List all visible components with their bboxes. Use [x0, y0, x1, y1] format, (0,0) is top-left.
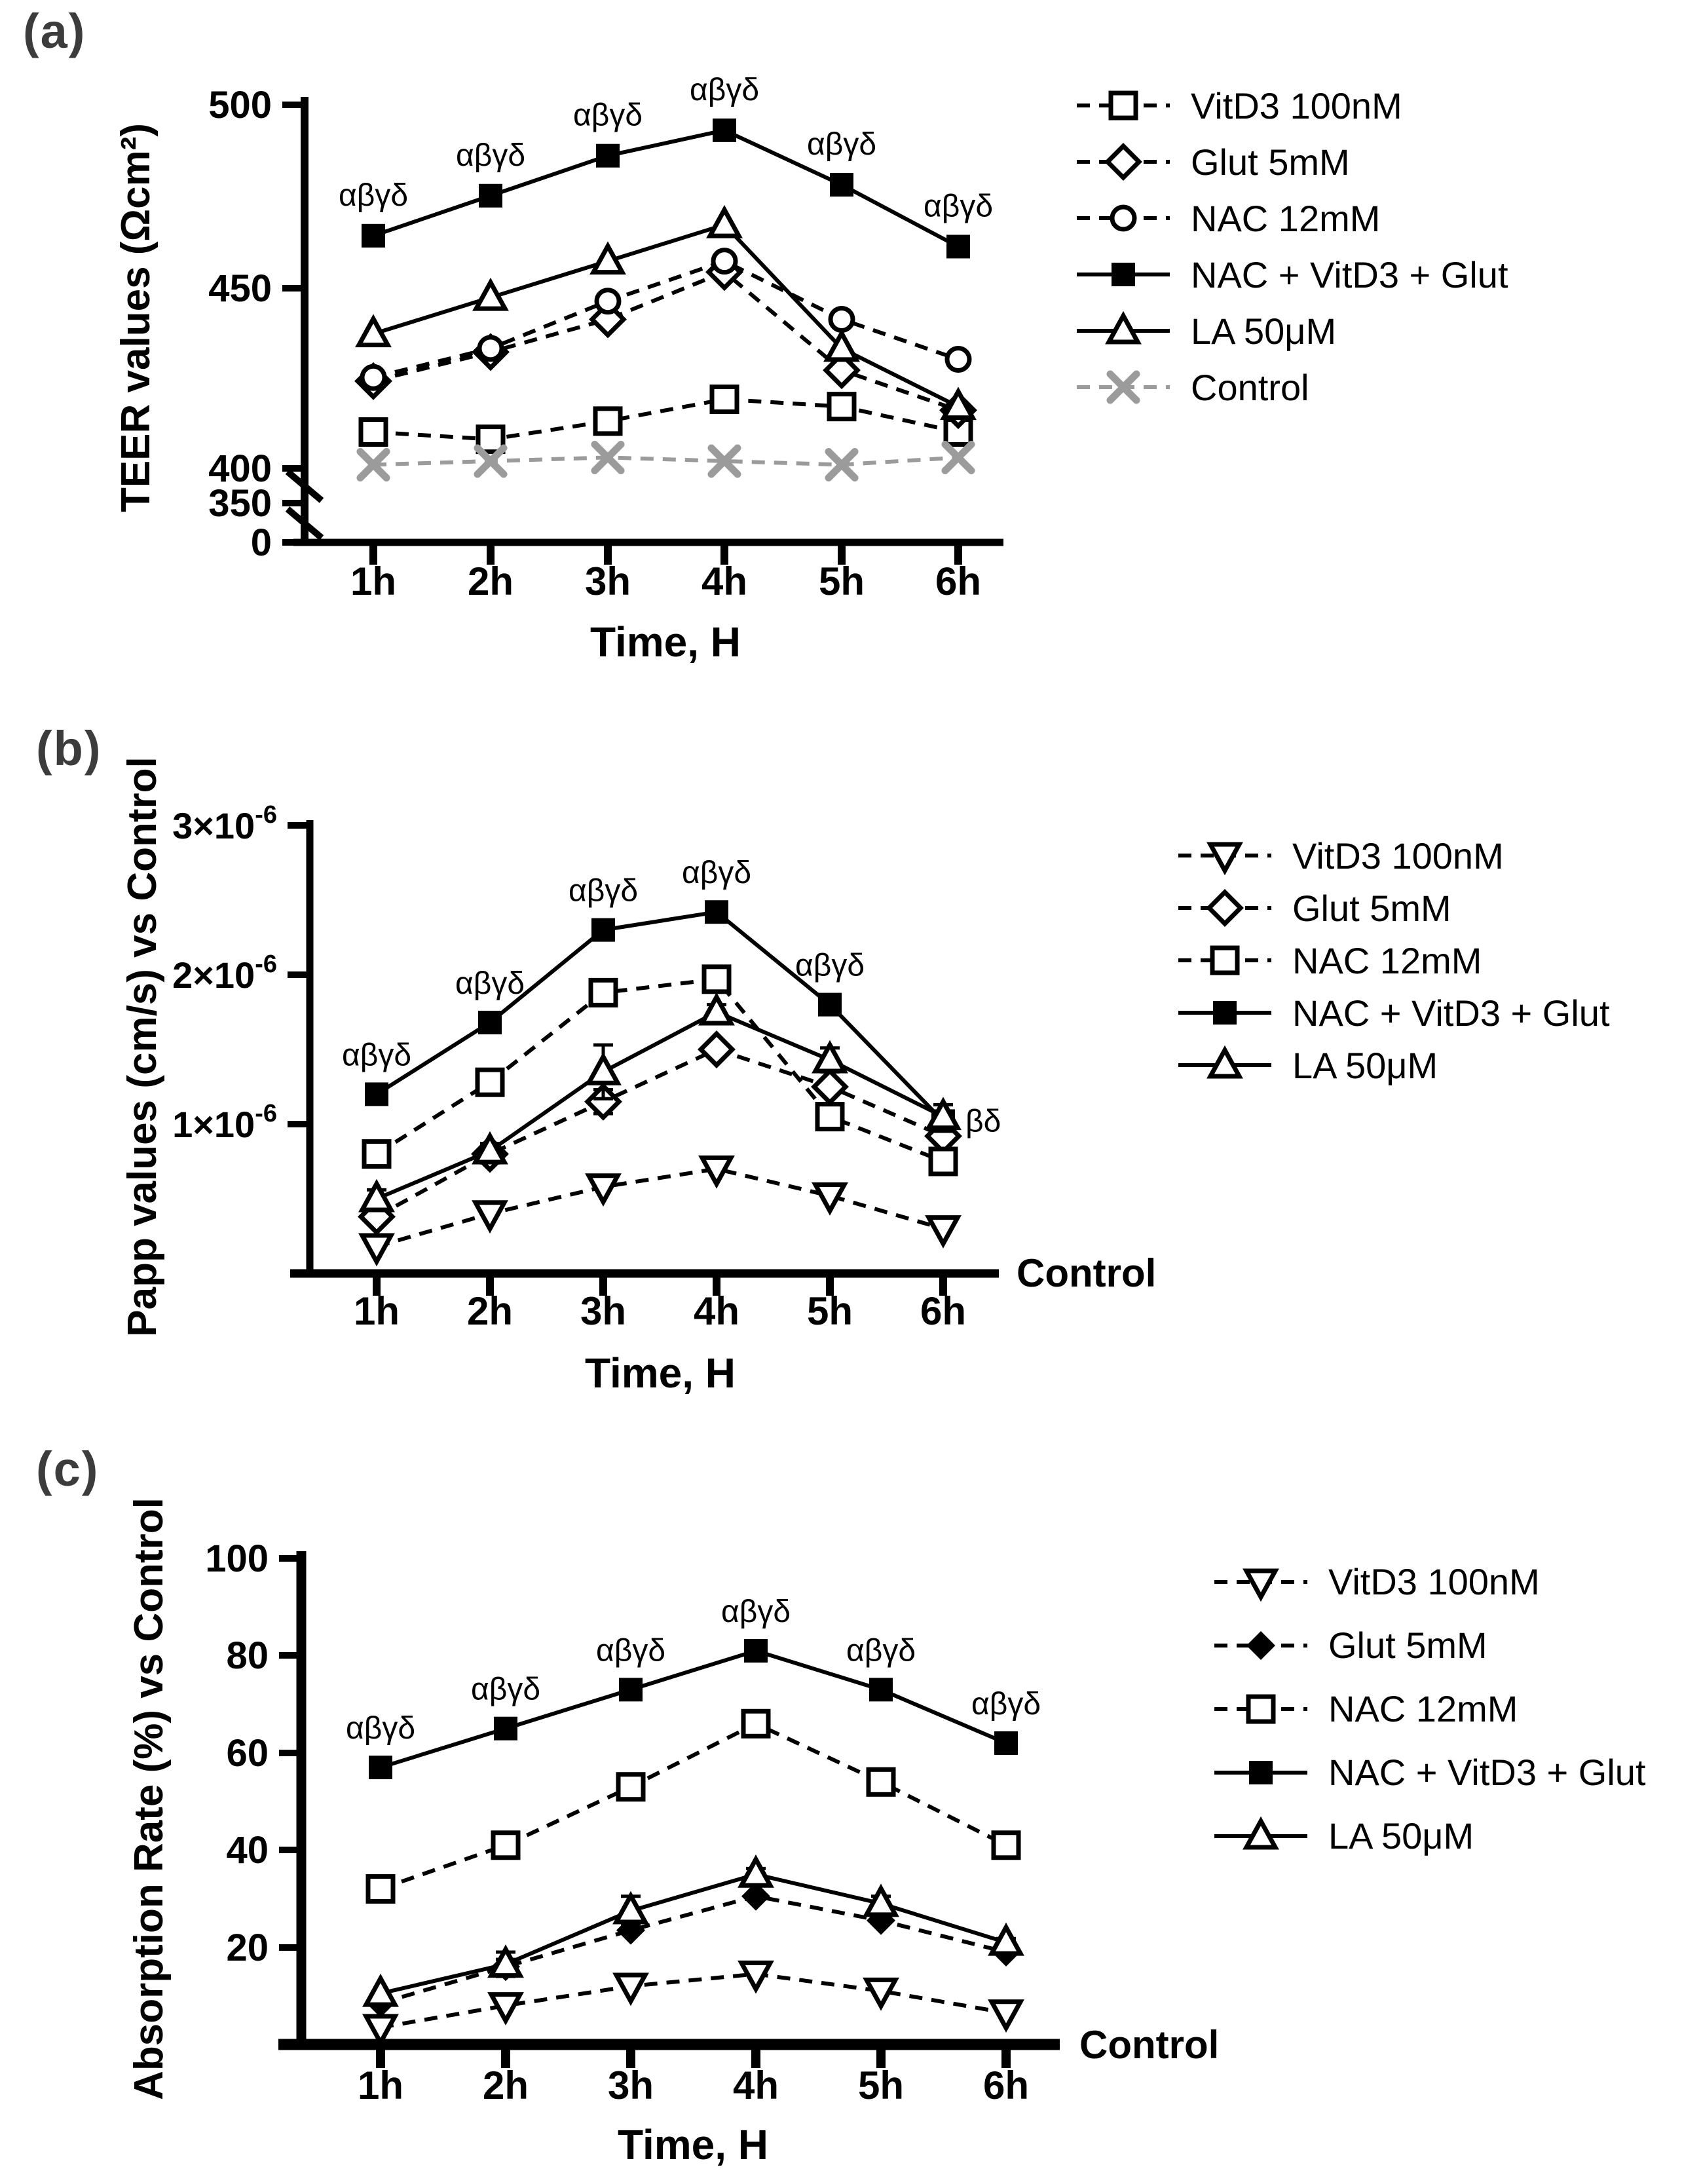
y-tick-label: 0 [250, 521, 272, 564]
legend-label: NAC 12mM [1328, 1688, 1518, 1729]
legend-label: VitD3 100nM [1191, 85, 1402, 126]
y-tick-label: $3\times 10^{-6}$ [172, 801, 277, 846]
triangle-up-open-legend-icon [1176, 1042, 1274, 1089]
legend-item-LA 50μM [1176, 1039, 1610, 1091]
legend-label: NAC + VitD3 + Glut [1292, 992, 1610, 1034]
legend-item-NAC + VitD3 + Glut [1212, 1741, 1646, 1804]
legend-label: Glut 5mM [1328, 1625, 1487, 1666]
series-line [377, 979, 943, 1161]
series-line [373, 400, 958, 440]
series-Glut 5mM [358, 256, 974, 426]
y-axis-title: Papp values (cm/s) vs Control [120, 757, 165, 1337]
legend-label: VitD3 100nM [1328, 1561, 1540, 1602]
x-tick-label: 5h [818, 559, 865, 603]
legend-item-Control [1074, 359, 1508, 415]
x-tick-label: 6h [935, 559, 982, 603]
x-tick-label: 2h [482, 2063, 529, 2107]
absorption-chart [0, 1435, 1297, 2184]
x-legend-icon [1074, 364, 1172, 411]
x-axis-title: Time, H [618, 2121, 768, 2168]
significance-annotation: αβγδ [689, 72, 760, 107]
square-filled-legend-icon [1074, 251, 1172, 298]
y-tick-label: 500 [208, 84, 272, 126]
panel-label-a: (a) [23, 4, 86, 58]
y-tick-label: 100 [205, 1537, 269, 1580]
triangle-down-open-legend-icon [1176, 832, 1274, 879]
y-tick-label: 40 [226, 1829, 269, 1872]
legend-item-Glut 5mM [1176, 882, 1610, 934]
legend-item-NAC 12mM [1212, 1677, 1646, 1741]
legend-teer-chart [1074, 77, 1508, 415]
y-tick-label: 80 [226, 1634, 269, 1677]
legend-label: NAC 12mM [1292, 939, 1482, 981]
x-axis-right-label: Control [1017, 1251, 1157, 1295]
series-NAC + VitD3 + Glut [369, 1639, 1018, 1779]
significance-annotation: αβγδ [681, 856, 752, 891]
panel-label-c: (c) [36, 1442, 100, 1496]
square-filled-legend-icon [1176, 989, 1274, 1036]
x-tick-label: 3h [580, 1289, 627, 1333]
series-line [377, 912, 943, 1121]
legend-label: LA 50μM [1292, 1044, 1438, 1086]
diamond-open-legend-icon [1176, 884, 1274, 932]
legend-label: LA 50μM [1191, 310, 1337, 352]
legend-item-NAC 12mM [1176, 934, 1610, 987]
legend-absorption-chart [1212, 1550, 1646, 1868]
significance-annotation: αβγδ [806, 127, 877, 162]
significance-annotation: αβγδ [720, 1594, 791, 1629]
significance-annotation: αβγδ [470, 1672, 541, 1707]
significance-annotation: αβγδ [923, 189, 994, 224]
x-tick-label: 1h [350, 559, 397, 603]
x-tick-label: 5h [857, 2063, 905, 2107]
series-VitD3 100nM [361, 387, 971, 452]
y-tick-label: $2\times 10^{-6}$ [172, 951, 277, 996]
x-tick-label: 2h [467, 559, 514, 603]
y-tick-label: 450 [208, 267, 272, 310]
significance-annotation: αβγδ [341, 1038, 412, 1073]
y-axis-title: Absorption Rate (%) vs Control [126, 1497, 172, 2100]
x-tick-label: 2h [466, 1289, 514, 1333]
legend-papp-chart [1176, 829, 1610, 1091]
legend-item-LA 50μM [1074, 303, 1508, 359]
series-line [373, 272, 958, 410]
series-line [373, 225, 958, 407]
significance-annotation: αβγδ [338, 178, 409, 213]
series-line [381, 1651, 1006, 1767]
legend-item-Glut 5mM [1212, 1613, 1646, 1677]
series-line [377, 1169, 943, 1247]
series-VitD3 100nM [362, 1158, 958, 1262]
square-open-legend-icon [1074, 82, 1172, 129]
legend-label: NAC 12mM [1191, 197, 1381, 239]
series-Control [360, 444, 971, 478]
series-LA 50μM [359, 210, 973, 418]
y-tick-label: 350 [208, 482, 272, 525]
significance-annotation: αβγδ [794, 948, 865, 983]
square-open-legend-icon [1212, 1685, 1310, 1733]
legend-label: Control [1191, 366, 1309, 408]
diamond-open-legend-icon [1074, 138, 1172, 185]
legend-item-VitD3 100nM [1176, 829, 1610, 882]
legend-item-NAC + VitD3 + Glut [1074, 246, 1508, 303]
x-axis-title: Time, H [585, 1349, 736, 1397]
diamond-filled-legend-icon [1212, 1622, 1310, 1669]
triangle-up-open-legend-icon [1212, 1813, 1310, 1860]
x-tick-label: 3h [584, 559, 631, 603]
x-axis-right-label: Control [1079, 2023, 1220, 2067]
series-line [373, 457, 958, 464]
legend-label: LA 50μM [1328, 1815, 1474, 1856]
legend-label: Glut 5mM [1191, 141, 1350, 183]
y-tick-label: 20 [226, 1927, 269, 1969]
significance-annotation: αβγδ [572, 98, 643, 133]
significance-annotation: αβγδ [971, 1686, 1041, 1722]
x-tick-label: 3h [607, 2063, 654, 2107]
y-tick-label: 400 [208, 447, 272, 490]
series-line [381, 1974, 1006, 2027]
legend-item-VitD3 100nM [1212, 1550, 1646, 1613]
significance-annotation: βδ [965, 1104, 1001, 1139]
circle-open-legend-icon [1074, 195, 1172, 242]
square-open-legend-icon [1176, 937, 1274, 984]
significance-annotation: αβγδ [455, 966, 525, 1001]
x-tick-label: 6h [920, 1289, 967, 1333]
legend-label: NAC + VitD3 + Glut [1328, 1752, 1646, 1793]
x-tick-label: 1h [357, 2063, 404, 2107]
x-tick-label: 4h [732, 2063, 779, 2107]
y-axis-title: TEER values (Ωcm²) [113, 122, 159, 513]
x-axis-title: Time, H [590, 618, 741, 666]
legend-label: NAC + VitD3 + Glut [1191, 254, 1508, 295]
series-NAC 12mM [364, 967, 956, 1174]
x-tick-label: 6h [982, 2063, 1030, 2107]
legend-label: Glut 5mM [1292, 887, 1451, 929]
y-tick-label: 60 [226, 1732, 269, 1775]
triangle-down-open-legend-icon [1212, 1558, 1310, 1606]
x-tick-label: 1h [353, 1289, 400, 1333]
series-NAC + VitD3 + Glut [365, 900, 955, 1133]
square-filled-legend-icon [1212, 1749, 1310, 1796]
significance-annotation: αβγδ [455, 138, 526, 173]
legend-item-NAC + VitD3 + Glut [1176, 987, 1610, 1039]
series-line [381, 1723, 1006, 1889]
legend-item-NAC 12mM [1074, 190, 1508, 246]
x-tick-label: 4h [693, 1289, 740, 1333]
y-tick-label: $1\times 10^{-6}$ [172, 1100, 277, 1145]
series-NAC + VitD3 + Glut [362, 119, 970, 259]
teer-chart [0, 0, 1048, 694]
significance-annotation: αβγδ [345, 1711, 416, 1746]
legend-label: VitD3 100nM [1292, 835, 1504, 876]
significance-annotation: αβγδ [595, 1633, 666, 1668]
papp-chart [0, 740, 1297, 1402]
legend-item-VitD3 100nM [1074, 77, 1508, 134]
triangle-up-open-legend-icon [1074, 307, 1172, 354]
panel-label-b: (b) [36, 721, 102, 776]
significance-annotation: αβγδ [568, 873, 639, 909]
legend-item-Glut 5mM [1074, 134, 1508, 190]
legend-item-LA 50μM [1212, 1804, 1646, 1868]
x-tick-label: 5h [806, 1289, 853, 1333]
significance-annotation: αβγδ [846, 1633, 916, 1668]
x-tick-label: 4h [701, 559, 748, 603]
